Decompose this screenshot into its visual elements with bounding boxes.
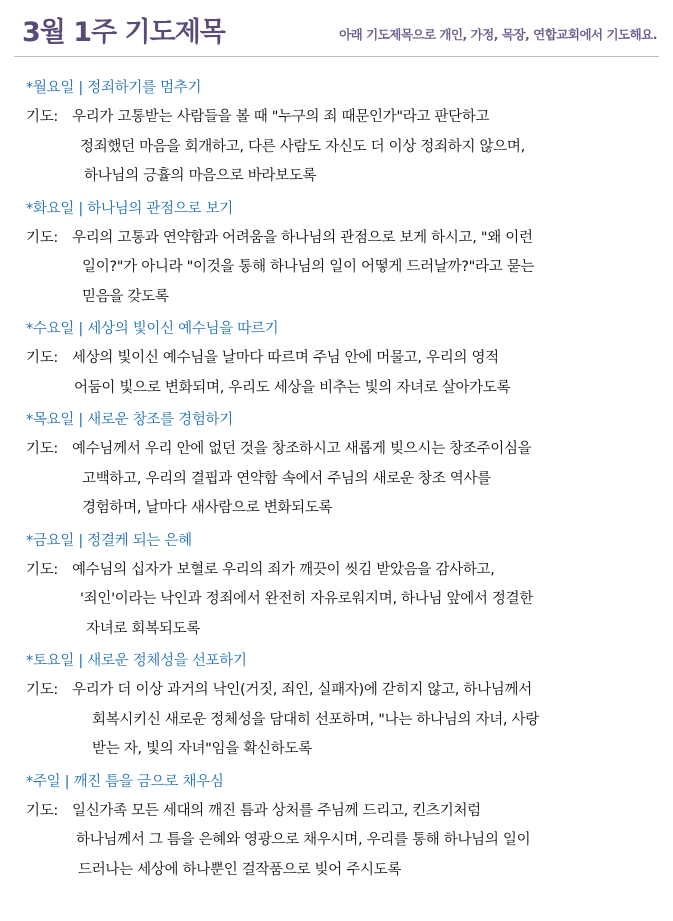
prayer-line: 고백하고, 우리의 결핍과 연약함 속에서 주님의 새로운 창조 역사를 [82,470,491,487]
day-section [26,767,653,886]
prayer-line: 일이?"가 아니라 "이것을 통해 하나님의 일이 어떻게 드러날까?"라고 묻는 [82,259,535,275]
prayer-label: 기도: [26,802,58,819]
day-heading: *월요일 | 정죄하기를 멈추기 [26,80,202,96]
day-section [26,646,653,765]
day-section [26,194,653,313]
day-heading: *금요일 | 정결케 되는 은혜 [26,532,192,549]
prayer-line: 우리가 더 이상 과거의 낙인(거짓, 죄인, 실패자)에 갇히지 않고, 하나님께서 [72,682,532,698]
prayer-line: 경험하며, 날마다 새사람으로 변화되도록 [82,500,333,516]
prayer-line: 예수님께서 우리 안에 없던 것을 창조하시고 새롭게 빚으시는 창조주이심을 [72,441,532,457]
day-heading: *화요일 | 하나님의 관점으로 보기 [26,200,233,217]
prayer-lines [72,344,653,403]
prayer-line: 드러나는 세상에 하나뿐인 걸작품으로 빚어 주시도록 [78,861,402,878]
day-heading: *토요일 | 새로운 정체성을 선포하기 [26,653,247,669]
prayer-line: 회복시키신 새로운 정체성을 담대히 선포하며, "나는 하나님의 자녀, 사랑 [92,711,539,728]
prayer-line: 어둠이 빛으로 변화되며, 우리도 세상을 비추는 빛의 자녀로 살아가도록 [74,379,511,396]
day-heading: *주일 | 깨진 틈을 금으로 채우심 [26,773,224,790]
prayer-lines [72,556,653,645]
prayer-line: 하나님께서 그 틈을 은혜와 영광으로 채우시며, 우리를 통해 하나님의 일이 [76,832,531,848]
prayer-line: 자녀로 회복되도록 [86,620,200,637]
page-header [14,0,659,57]
prayer-line: 예수님의 십자가 보혈로 우리의 죄가 깨끗이 씻김 받았음을 감사하고, [72,561,495,578]
prayer-text [26,797,653,886]
prayer-line: 믿음을 갖도록 [82,288,169,305]
prayer-label: 기도: [26,682,58,698]
prayer-text [26,103,653,192]
prayer-text [26,435,653,524]
prayer-label: 기도: [26,561,58,578]
day-section [26,314,653,403]
prayer-line: 받는 자, 빛의 자녀"임을 확신하도록 [92,741,312,757]
page-subtitle: 아래 기도제목으로 개인, 가정, 목장, 연합교회에서 기도해요. [339,27,657,42]
prayer-text [26,344,653,403]
prayer-text [26,676,653,765]
prayer-list [0,57,673,885]
prayer-line: '죄인'이라는 낙인과 정죄에서 완전히 자유로워지며, 하나님 앞에서 정결한 [80,591,534,607]
prayer-lines [72,435,653,524]
prayer-line: 우리의 고통과 연약함과 어려움을 하나님의 관점으로 보게 하시고, "왜 이런 [72,229,533,246]
prayer-line: 우리가 고통받는 사람들을 볼 때 "누구의 죄 때문인가"라고 판단하고 [72,109,490,125]
prayer-label: 기도: [26,350,58,366]
day-section [26,73,653,192]
prayer-line: 하나님의 긍휼의 마음으로 바라보도록 [84,168,317,184]
prayer-label: 기도: [26,229,58,246]
prayer-line: 일신가족 모든 세대의 깨진 틈과 상처를 주님께 드리고, 킨츠기처럼 [72,802,481,819]
day-section [26,526,653,645]
prayer-text [26,224,653,313]
prayer-line: 정죄했던 마음을 회개하고, 다른 사람도 자신도 더 이상 정죄하지 않으며, [80,138,525,155]
day-section [26,405,653,524]
prayer-lines [72,224,653,313]
prayer-text [26,556,653,645]
prayer-lines [72,103,653,192]
prayer-lines [72,797,653,886]
day-heading: *수요일 | 세상의 빛이신 예수님을 따르기 [26,321,279,337]
prayer-line: 세상의 빛이신 예수님을 날마다 따르며 주님 안에 머물고, 우리의 영적 [72,350,499,366]
prayer-label: 기도: [26,441,58,457]
day-heading: *목요일 | 새로운 창조를 경험하기 [26,412,233,428]
prayer-label: 기도: [26,109,58,125]
page-title: 3월 1주 기도제목 [22,17,225,48]
prayer-lines [72,676,653,765]
